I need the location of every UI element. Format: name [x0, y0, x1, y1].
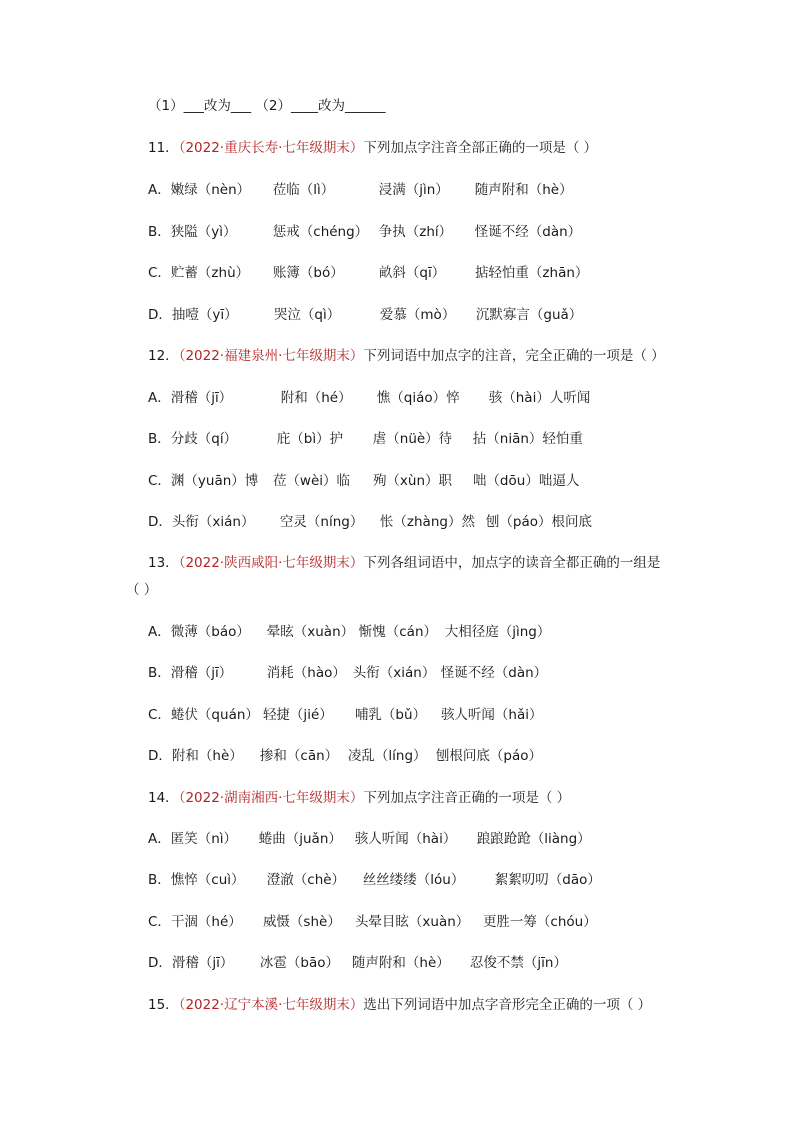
option-item: 轻捷（jié） [262, 707, 333, 723]
option-item: 拈（niān）轻怕重 [472, 431, 583, 447]
option-item: 骇人听闻（hài） [354, 831, 457, 847]
option-item: 争执（zhí） [378, 224, 453, 240]
option-label: A． [148, 390, 171, 406]
option-item: 畝斜（qī） [378, 265, 446, 281]
option-label: D． [148, 748, 172, 764]
option-label: C． [148, 707, 171, 723]
option-item: 惩戒（chéng） [272, 224, 369, 240]
option-item: 憔（qiáo）悴 [376, 390, 460, 406]
option-item: 骇人听闻（hǎi） [440, 707, 543, 723]
option-item: 丝丝缕缕（lóu） [362, 872, 465, 888]
option-label: C． [148, 914, 171, 930]
question-text: 下列加点字注音正确的一项是（ ） [363, 790, 571, 806]
option-label: D． [148, 955, 172, 971]
option-d [148, 512, 592, 532]
option-item: 怅（zhàng）然 [379, 514, 475, 530]
option-b [148, 222, 581, 242]
option-item: 滑稽（jī） [170, 390, 233, 406]
option-label: B． [148, 872, 171, 888]
source-tag: 2022·福建泉州·七年级期末 [185, 348, 350, 364]
option-item: 随声附和（hè） [474, 182, 573, 198]
question-number: 11． [148, 140, 179, 156]
option-item: 随声附和（hè） [351, 955, 450, 971]
option-item: 刨根问底（páo） [435, 748, 543, 764]
question-number: 13． [148, 555, 179, 571]
option-item: 附和（hè） [171, 748, 243, 764]
question-stem-15 [148, 995, 651, 1015]
option-item: 忍俊不禁（jīn） [469, 955, 567, 971]
option-label: D． [148, 514, 172, 530]
option-item: 怪诞不经（dàn） [440, 665, 548, 681]
question-stem-14 [148, 788, 570, 808]
option-item: 匿笑（nì） [170, 831, 238, 847]
option-item: 咄（dōu）咄逼人 [472, 473, 580, 489]
option-item: 分歧（qí） [170, 431, 238, 447]
option-b [148, 429, 583, 449]
question-number: 15． [148, 997, 179, 1013]
option-a [148, 180, 573, 200]
option-item: 惭愧（cán） [358, 624, 438, 640]
option-item: 头晕目眩（xuàn） [354, 914, 470, 930]
option-label: C． [148, 473, 171, 489]
source-tag-close: ） [349, 790, 364, 806]
option-d [148, 305, 582, 325]
option-item: 滑稽（jī） [171, 955, 234, 971]
option-a [148, 388, 590, 408]
source-tag-open: （ [178, 140, 186, 156]
source-tag-close: ） [349, 997, 364, 1013]
blank-line: （1）___改为___ （2）____改为______ [148, 98, 386, 114]
question-text: 下列各组词语中，加点字的读音全都正确的一组是 [363, 555, 661, 571]
option-item: 澄澈（chè） [266, 872, 346, 888]
source-tag-close: ） [349, 140, 364, 156]
option-label: A． [148, 624, 171, 640]
source-tag-open: （ [178, 790, 186, 806]
option-item: 贮蓄（zhù） [170, 265, 250, 281]
option-label: B． [148, 431, 171, 447]
option-item: 浸满（jìn） [378, 182, 449, 198]
option-item: 大相径庭（jìng） [444, 624, 551, 640]
option-item: 憔悴（cuì） [170, 872, 245, 888]
option-item: 头衔（xián） [352, 665, 436, 681]
question-stem-continuation: （ ） [126, 582, 158, 598]
option-item: 更胜一筹（chóu） [482, 914, 597, 930]
option-item: 干涸（hé） [170, 914, 242, 930]
question-stem-13 [148, 553, 660, 573]
option-item: 骇（hài）人听闻 [488, 390, 591, 406]
source-tag-open: （ [178, 997, 186, 1013]
option-item: 莅临（lì） [272, 182, 335, 198]
option-item: 微薄（báo） [170, 624, 250, 640]
source-tag-open: （ [178, 348, 186, 364]
option-item: 踉踉跄跄（liàng） [476, 831, 591, 847]
source-tag: 2022·辽宁本溪·七年级期末 [185, 997, 350, 1013]
option-item: 沉默寡言（guǎ） [475, 307, 583, 323]
option-item: 庇（bì）护 [276, 431, 344, 447]
option-label: B． [148, 224, 171, 240]
option-item: 附和（hé） [280, 390, 352, 406]
source-tag: 2022·陕西咸阳·七年级期末 [185, 555, 350, 571]
option-item: 蜷曲（juǎn） [258, 831, 342, 847]
option-a [148, 829, 591, 849]
option-c [148, 263, 588, 283]
option-b [148, 870, 601, 890]
option-item: 头衔（xián） [171, 514, 255, 530]
option-c [148, 705, 543, 725]
option-c [148, 912, 597, 932]
option-item: 怪诞不经（dàn） [474, 224, 582, 240]
option-item: 蜷伏（quán） [170, 707, 259, 723]
option-item: 爱慕（mò） [379, 307, 456, 323]
question-stem-11 [148, 138, 597, 158]
source-tag-open: （ [178, 555, 186, 571]
option-label: D． [148, 307, 172, 323]
option-a [148, 622, 550, 642]
option-label: B． [148, 665, 171, 681]
option-item: 空灵（níng） [279, 514, 364, 530]
option-item: 哭泣（qì） [273, 307, 341, 323]
option-item: 狭隘（yì） [170, 224, 237, 240]
option-label: A． [148, 182, 171, 198]
question-number: 12． [148, 348, 179, 364]
option-item: 嫩绿（nèn） [170, 182, 251, 198]
option-item: 渊（yuān）博 [170, 473, 259, 489]
question-text: 下列加点字注音全部正确的一项是（ ） [363, 140, 598, 156]
option-d [148, 953, 567, 973]
option-item: 抽噎（yī） [171, 307, 238, 323]
option-item: 掺和（cān） [259, 748, 339, 764]
option-item: 威慑（shè） [262, 914, 341, 930]
option-item: 刨（páo）根问底 [485, 514, 593, 530]
option-item: 凌乱（líng） [347, 748, 427, 764]
question-number: 14． [148, 790, 179, 806]
option-item: 冰雹（bāo） [259, 955, 340, 971]
source-tag: 2022·重庆长寿·七年级期末 [185, 140, 350, 156]
question-stem-12 [148, 346, 665, 366]
source-tag-close: ） [349, 348, 364, 364]
question-text: 下列词语中加点字的注音，完全正确的一项是（ ） [363, 348, 665, 364]
option-item: 掂轻怕重（zhān） [474, 265, 589, 281]
source-tag-close: ） [349, 555, 364, 571]
option-b [148, 663, 547, 683]
option-d [148, 746, 542, 766]
option-item: 殉（xùn）职 [372, 473, 453, 489]
option-label: C． [148, 265, 171, 281]
option-item: 晕眩（xuàn） [266, 624, 355, 640]
option-item: 虐（nüè）待 [372, 431, 453, 447]
option-label: A． [148, 831, 171, 847]
option-item: 哺乳（bǔ） [354, 707, 427, 723]
option-item: 滑稽（jī） [170, 665, 233, 681]
question-text: 选出下列词语中加点字音形完全正确的一项（ ） [363, 997, 652, 1013]
source-tag: 2022·湖南湘西·七年级期末 [185, 790, 350, 806]
option-item: 账簿（bó） [272, 265, 344, 281]
option-c [148, 471, 579, 491]
option-item: 莅（wèi）临 [272, 473, 351, 489]
option-item: 消耗（hào） [266, 665, 346, 681]
option-item: 絮絮叨叨（dāo） [494, 872, 601, 888]
